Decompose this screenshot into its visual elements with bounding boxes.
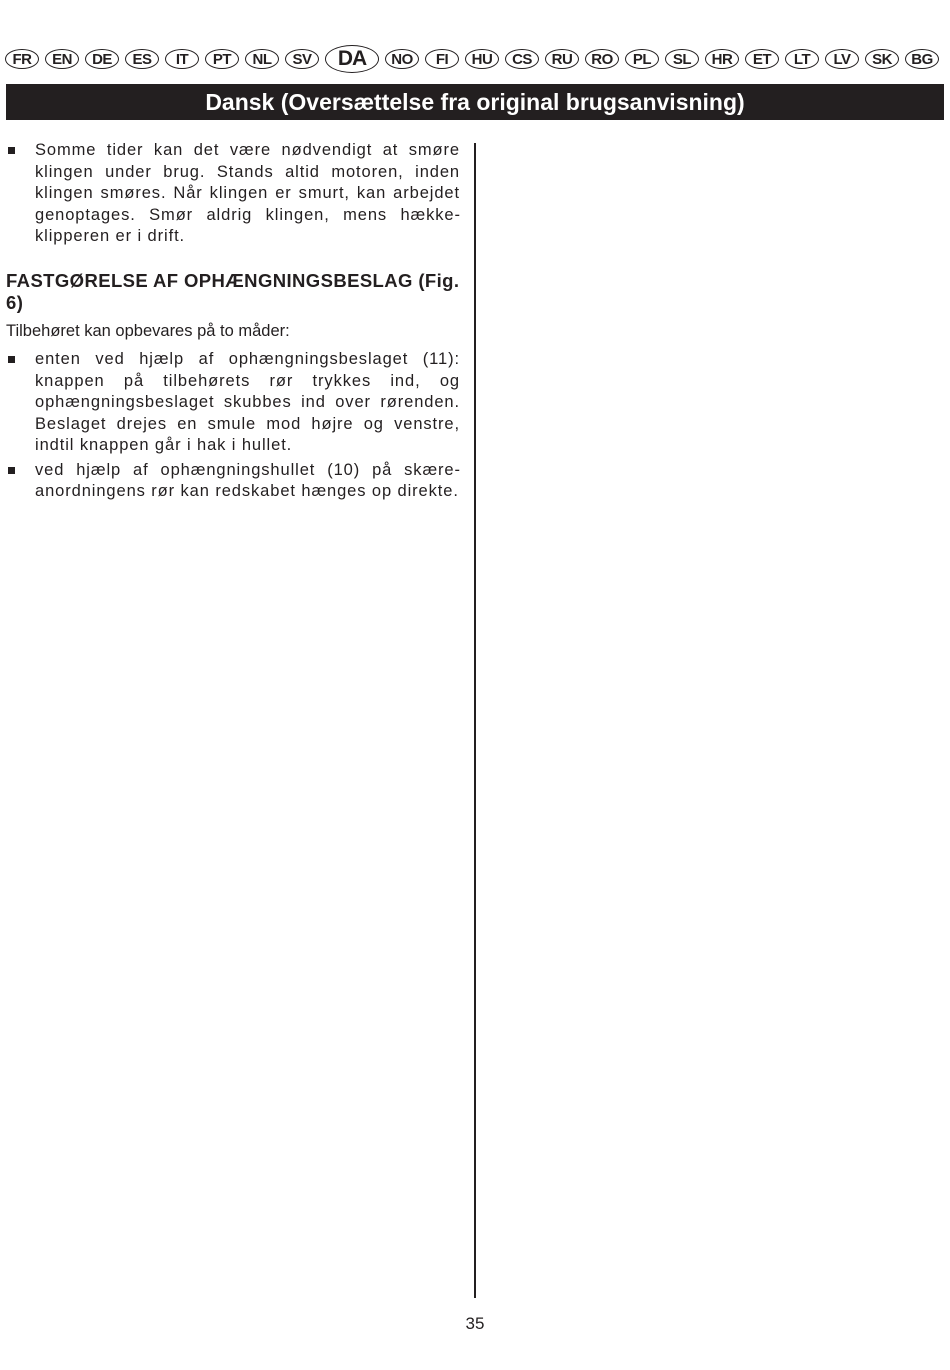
language-tab-de[interactable]: DE <box>85 49 119 69</box>
language-tab-pt[interactable]: PT <box>205 49 239 69</box>
list-item: enten ved hjælp af ophængningsbeslaget (11): knappen på tilbehørets rør trykkes ind, og ophængningsbeslaget skubbes ind over rørenden. Beslaget drejes en smule mod højre og venstre, indtil knappen går i hak i hullet. <box>6 349 460 457</box>
language-tab-et[interactable]: ET <box>745 49 779 69</box>
language-tab-nl[interactable]: NL <box>245 49 279 69</box>
language-tab-no[interactable]: NO <box>385 49 419 69</box>
page-number: 35 <box>465 1314 485 1333</box>
language-tab-sv[interactable]: SV <box>285 49 319 69</box>
language-tab-ru[interactable]: RU <box>545 49 579 69</box>
language-tab-pl[interactable]: PL <box>625 49 659 69</box>
language-tab-ro[interactable]: RO <box>585 49 619 69</box>
list-item: ved hjælp af ophængningshullet (10) på skæreanordningens rør kan redskabet hænges op direkte. <box>6 460 460 503</box>
language-tab-bg[interactable]: BG <box>905 49 939 69</box>
language-tab-es[interactable]: ES <box>125 49 159 69</box>
left-text-column <box>6 140 460 503</box>
language-tab-lv[interactable]: LV <box>825 49 859 69</box>
page-title-banner <box>6 84 944 120</box>
column-divider <box>474 143 476 1298</box>
language-tab-fi[interactable]: FI <box>425 49 459 69</box>
language-tab-cs[interactable]: CS <box>505 49 539 69</box>
language-tab-en[interactable]: EN <box>45 49 79 69</box>
language-tab-hr[interactable]: HR <box>705 49 739 69</box>
language-tab-da-active[interactable]: DA <box>325 45 379 73</box>
language-tab-bar <box>5 46 945 72</box>
list-item: Somme tider kan det være nødvendigt at smøre klingen under brug. Stands altid motoren, inden klingen smøres. Når klingen er smurt, kan arbejdet genoptages. Smør aldrig klingen, mens hækkeklipperen er i drift. <box>6 140 460 248</box>
language-tab-it[interactable]: IT <box>165 49 199 69</box>
section-heading: FASTGØRELSE AF OPHÆNGNINGSBESLAG (Fig. 6) <box>6 269 460 313</box>
language-tab-sk[interactable]: SK <box>865 49 899 69</box>
language-tab-sl[interactable]: SL <box>665 49 699 69</box>
language-tab-fr[interactable]: FR <box>5 49 39 69</box>
language-tab-hu[interactable]: HU <box>465 49 499 69</box>
language-tab-lt[interactable]: LT <box>785 49 819 69</box>
section-intro: Tilbehøret kan opbevares på to måder: <box>6 321 290 340</box>
page-title: Dansk (Oversættelse fra original brugsanvisning) <box>205 88 745 115</box>
